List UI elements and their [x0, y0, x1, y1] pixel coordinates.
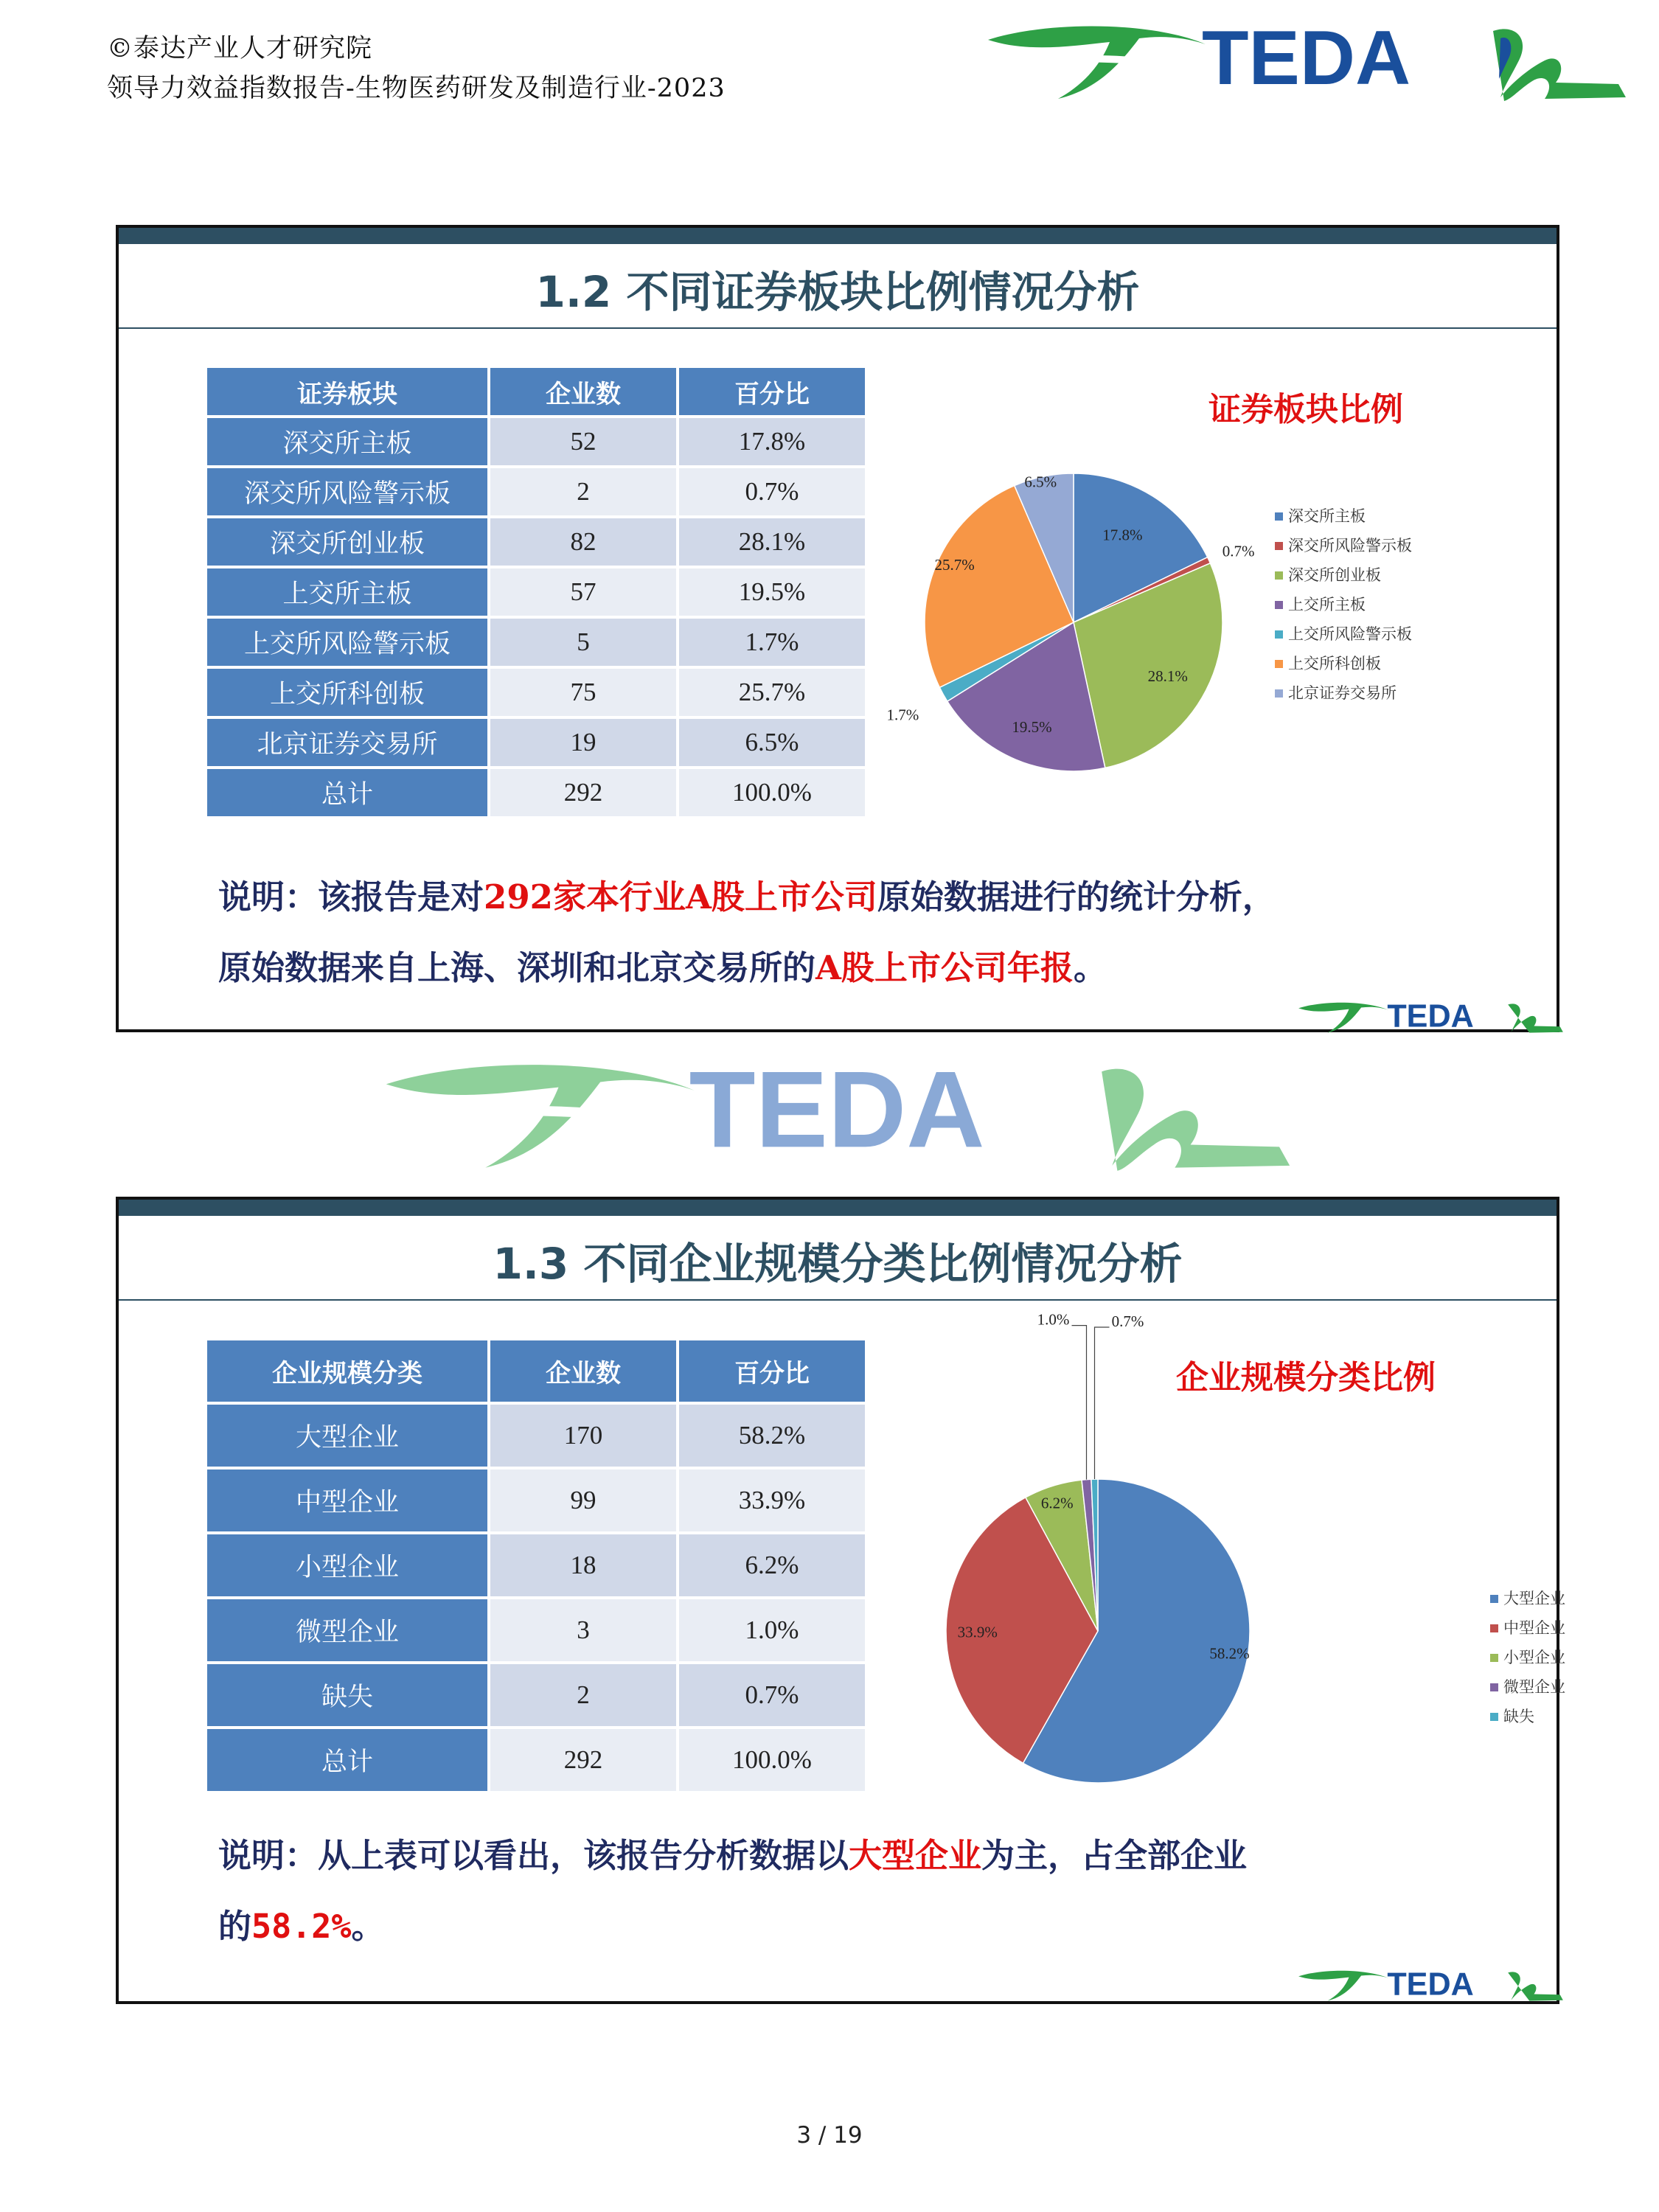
cell-percent: 0.7%	[679, 468, 865, 515]
table-row	[207, 468, 865, 515]
header-report-title: 领导力效益指数报告-生物医药研发及制造行业-2023	[107, 74, 726, 103]
legend-label: 中型企业	[1503, 1619, 1565, 1637]
pie-data-label: 6.5%	[1024, 473, 1057, 491]
note-text: 原始数据进行的统计分析，	[877, 877, 1276, 917]
note-text: 说明：从上表可以看出，该报告分析数据以	[218, 1836, 849, 1875]
legend-swatch	[1275, 542, 1283, 550]
legend-swatch	[1275, 601, 1283, 609]
legend-swatch	[1275, 630, 1283, 639]
table-header-row	[207, 368, 865, 415]
cell-count: 170	[490, 1405, 676, 1467]
legend-swatch	[1490, 1595, 1498, 1603]
note-line-1	[218, 862, 1516, 933]
cell-count: 75	[490, 669, 676, 716]
cell-count: 292	[490, 1729, 676, 1791]
teda-logo-text: TEDA	[1202, 15, 1411, 101]
note-highlight: 大型企业	[849, 1836, 982, 1875]
column-header: 企业数	[490, 1340, 676, 1402]
cell-percent: 28.1%	[679, 518, 865, 566]
row-label: 大型企业	[207, 1405, 487, 1467]
pie-data-label: 0.7%	[1222, 542, 1255, 560]
cell-percent: 6.5%	[679, 719, 865, 766]
legend-label: 深交所创业板	[1288, 566, 1381, 584]
slide-topbar	[119, 1200, 1557, 1216]
note-text: 的	[218, 1907, 252, 1946]
slide-company-size	[116, 1197, 1565, 2004]
note-text: 。	[1073, 948, 1107, 987]
chart-title: 证券板块比例	[1208, 391, 1403, 428]
label-leader-line	[1072, 1326, 1087, 1480]
row-label: 深交所主板	[207, 418, 487, 465]
table-row	[207, 418, 865, 465]
cell-count: 52	[490, 418, 676, 465]
teda-logo-wing	[988, 26, 1206, 99]
cell-percent: 17.8%	[679, 418, 865, 465]
cell-count: 82	[490, 518, 676, 566]
pie-data-label: 1.0%	[1037, 1310, 1070, 1329]
note-text: 原始数据来自上海、深圳和北京交易所的	[218, 948, 816, 987]
legend-label: 缺失	[1503, 1708, 1534, 1725]
slide-securities	[116, 225, 1559, 1032]
teda-watermark-logo	[347, 1051, 1335, 1176]
legend-swatch	[1490, 1683, 1498, 1691]
legend-label: 上交所主板	[1288, 596, 1366, 613]
row-label: 北京证券交易所	[207, 719, 487, 766]
cell-count: 292	[490, 769, 676, 816]
legend-label: 上交所风险警示板	[1288, 625, 1412, 643]
table-row-total	[207, 769, 865, 816]
note-highlight: 58.2%	[251, 1907, 352, 1946]
note-text: 说明：该报告是对	[218, 877, 484, 917]
row-label: 微型企业	[207, 1599, 487, 1661]
pie-data-label: 1.7%	[886, 706, 919, 724]
title-divider	[119, 1299, 1557, 1301]
cell-percent: 1.7%	[679, 619, 865, 666]
slide-topbar	[119, 228, 1557, 244]
pie-data-label: 28.1%	[1147, 667, 1188, 686]
note-highlight: A股上市公司年报	[815, 948, 1074, 987]
column-header: 百分比	[679, 368, 865, 415]
cell-percent: 25.7%	[679, 669, 865, 716]
table-row	[207, 1405, 865, 1467]
teda-logo	[984, 16, 1633, 105]
company-size-table	[204, 1338, 868, 1794]
note-text: 。	[351, 1907, 385, 1946]
slide-note	[218, 862, 1516, 1004]
pie-data-label: 58.2%	[1209, 1644, 1250, 1663]
legend-swatch	[1275, 512, 1283, 521]
svg-text:TEDA: TEDA	[689, 1049, 985, 1171]
cell-count: 3	[490, 1599, 676, 1661]
note-line-2	[218, 933, 1516, 1004]
cell-count: 2	[490, 1664, 676, 1726]
row-label: 上交所风险警示板	[207, 619, 487, 666]
table-row	[207, 1470, 865, 1531]
legend-swatch	[1490, 1713, 1498, 1721]
cell-percent: 100.0%	[679, 1729, 865, 1791]
cell-count: 99	[490, 1470, 676, 1531]
row-label: 缺失	[207, 1664, 487, 1726]
legend-swatch	[1275, 571, 1283, 580]
svg-text:TEDA: TEDA	[1387, 1966, 1474, 2003]
cell-count: 57	[490, 568, 676, 616]
cell-percent: 58.2%	[679, 1405, 865, 1467]
slide-title: 1.3 不同企业规模分类比例情况分析	[493, 1239, 1183, 1289]
table-row	[207, 1534, 865, 1596]
table-row	[207, 669, 865, 716]
legend-swatch	[1275, 660, 1283, 668]
table-row-total	[207, 1729, 865, 1791]
note-highlight: 292家本行业A股上市公司	[484, 877, 877, 917]
slide-note	[218, 1820, 1516, 1962]
note-text: 为主，占全部企业	[981, 1836, 1248, 1875]
legend-label: 小型企业	[1503, 1649, 1565, 1666]
pie-data-label: 25.7%	[934, 556, 975, 574]
table-row	[207, 1599, 865, 1661]
table-header-row	[207, 1340, 865, 1402]
legend-label: 微型企业	[1503, 1678, 1565, 1696]
row-label: 上交所科创板	[207, 669, 487, 716]
pie-data-label: 19.5%	[1012, 717, 1052, 736]
column-header: 百分比	[679, 1340, 865, 1402]
cell-percent: 19.5%	[679, 568, 865, 616]
title-divider	[119, 327, 1557, 329]
cell-percent: 1.0%	[679, 1599, 865, 1661]
cell-percent: 6.2%	[679, 1534, 865, 1596]
pie-data-label: 17.8%	[1102, 526, 1143, 544]
table-row	[207, 719, 865, 766]
label-leader-line	[1095, 1327, 1110, 1479]
securities-table	[204, 365, 868, 819]
row-label: 中型企业	[207, 1470, 487, 1531]
column-header: 企业规模分类	[207, 1340, 487, 1402]
teda-logo-small	[1297, 998, 1566, 1035]
row-label: 总计	[207, 1729, 487, 1791]
row-label: 上交所主板	[207, 568, 487, 616]
legend-label: 大型企业	[1503, 1590, 1565, 1607]
cell-percent: 33.9%	[679, 1470, 865, 1531]
pie-data-label: 33.9%	[957, 1623, 998, 1641]
row-label: 小型企业	[207, 1534, 487, 1596]
column-header: 证券板块	[207, 368, 487, 415]
teda-logo-small	[1297, 1966, 1566, 2003]
table-row	[207, 1664, 865, 1726]
legend-label: 北京证券交易所	[1288, 684, 1397, 702]
legend-label: 深交所主板	[1288, 507, 1366, 525]
table-row	[207, 619, 865, 666]
note-line-2	[218, 1891, 1516, 1962]
header-institute: ©泰达产业人才研究院	[107, 34, 373, 63]
cell-count: 2	[490, 468, 676, 515]
pie-data-label: 6.2%	[1040, 1494, 1074, 1512]
legend-label: 深交所风险警示板	[1288, 537, 1412, 554]
legend-swatch	[1490, 1654, 1498, 1662]
chart-title: 企业规模分类比例	[1176, 1359, 1436, 1397]
table-row	[207, 568, 865, 616]
legend-swatch	[1275, 689, 1283, 698]
legend-label: 上交所科创板	[1288, 655, 1381, 672]
row-label: 深交所风险警示板	[207, 468, 487, 515]
column-header: 企业数	[490, 368, 676, 415]
note-line-1	[218, 1820, 1516, 1891]
cell-count: 18	[490, 1534, 676, 1596]
cell-percent: 100.0%	[679, 769, 865, 816]
legend-swatch	[1490, 1624, 1498, 1632]
cell-count: 5	[490, 619, 676, 666]
cell-count: 19	[490, 719, 676, 766]
teda-logo-mark	[1493, 29, 1626, 101]
table-row	[207, 518, 865, 566]
row-label: 总计	[207, 769, 487, 816]
securities-pie-chart	[886, 464, 1534, 788]
svg-text:TEDA: TEDA	[1387, 998, 1474, 1034]
cell-percent: 0.7%	[679, 1664, 865, 1726]
slide-title: 1.2 不同证券板块比例情况分析	[535, 267, 1140, 317]
page-number: 3 / 19	[796, 2122, 863, 2149]
pie-data-label: 0.7%	[1111, 1312, 1144, 1330]
row-label: 深交所创业板	[207, 518, 487, 566]
